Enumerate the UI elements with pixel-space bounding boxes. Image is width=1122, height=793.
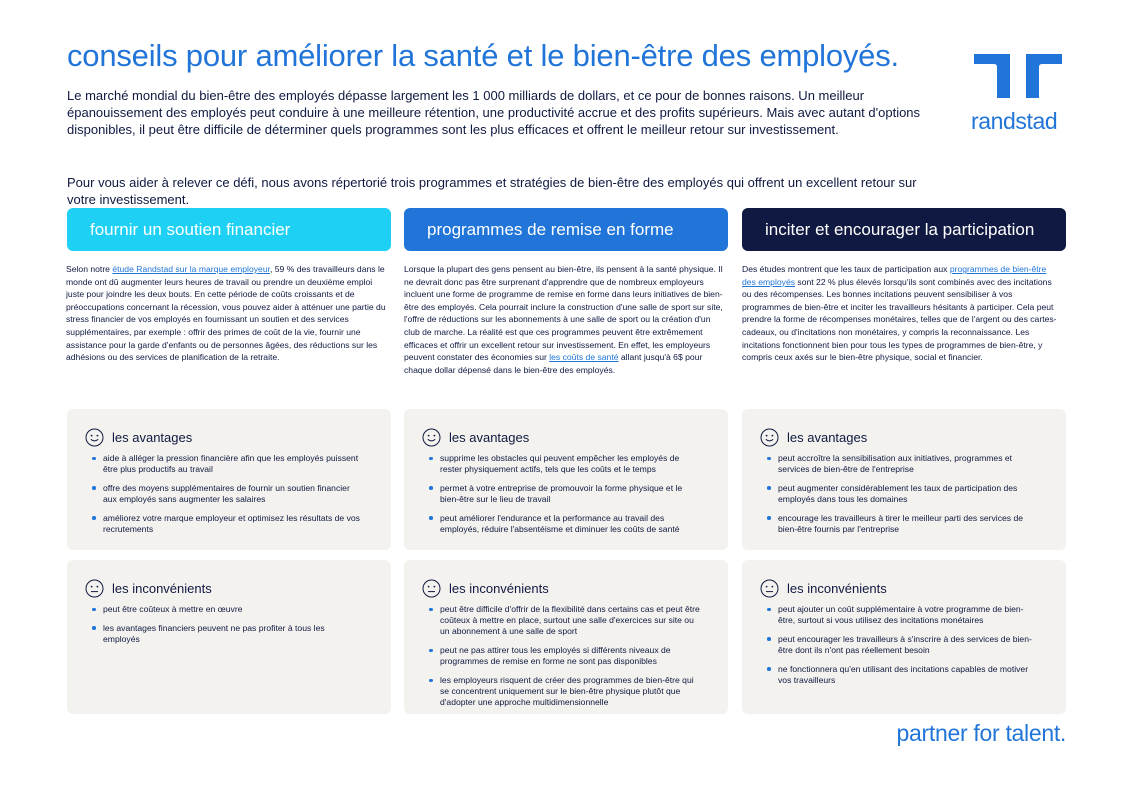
list-item: peut améliorer l'endurance et la performance au travail des employés, réduire l'absentéisme et diminuer les coûts de santé — [440, 513, 710, 535]
health-costs-link[interactable]: les coûts de santé — [549, 352, 619, 363]
column-header-incentives: inciter et encourager la participation — [742, 208, 1066, 251]
pros-list — [760, 453, 1048, 535]
pros-list — [422, 453, 710, 535]
text-segment: , 59 % des travailleurs dans le monde ont dû augmenter leurs heures de travail ou prendre un deuxième emploi juste pour joindre les deux bouts. En cette période de coûts croissants et de préoccupations concernant la récession, vous pouvez aider à atténuer une partie du stress financier de vos employés en fournissant un soutien et des services supplémentaires, par exemple : offrir des primes de coût de la vie, fournir une assistance pour la garde d'enfants ou de personnes âgées, des réductions sur les adhésions ou des services de planification de la retraite. — [66, 264, 386, 363]
column-text-incentives — [742, 263, 1062, 364]
column-header-fitness: programmes de remise en forme — [404, 208, 728, 251]
smiley-face-icon — [760, 428, 779, 447]
list-item: peut être coûteux à mettre en œuvre — [103, 604, 373, 615]
cons-card-financial — [67, 560, 391, 714]
pros-list — [85, 453, 373, 535]
smiley-face-icon — [422, 428, 441, 447]
card-header — [85, 427, 373, 447]
list-item: peut encourager les travailleurs à s'inscrire à des services de bien-être dont ils n'ont pas réellement besoin — [778, 634, 1048, 656]
cons-card-fitness — [404, 560, 728, 714]
cons-list — [422, 604, 710, 709]
wellbeing-programs-link[interactable]: programmes de bien-être des employés — [742, 264, 1047, 287]
list-item: peut augmenter considérablement les taux de participation des employés dans tous les domaines — [778, 483, 1048, 505]
list-item: peut ajouter un coût supplémentaire à votre programme de bien-être, surtout si vous utilisez des incitations monétaires — [778, 604, 1048, 626]
card-title: les inconvénients — [112, 580, 212, 596]
column-text-financial — [66, 263, 386, 364]
card-title: les avantages — [787, 429, 868, 445]
card-title: les avantages — [449, 429, 530, 445]
randstad-logo-icon — [972, 52, 1064, 100]
logo-wordmark: randstad — [971, 108, 1058, 134]
list-item: peut ne pas attirer tous les employés si différents niveaux de programmes de remise en forme ne sont pas disponibles — [440, 645, 710, 667]
card-header — [422, 427, 710, 447]
text-segment: allant jusqu'à 6$ pour chaque dollar dépensé dans le bien-être des employés. — [404, 352, 703, 375]
text-segment: sont 22 % plus élevés lorsqu'ils sont combinés avec des incitations ou des récompenses. Les bonnes incitations peuvent sensibiliser à vos programmes de bien-être et inciter les travailleurs hésitants à participer. Cela peut prendre la forme de récompenses monétaires, telles que de l'argent ou des cartes-cadeaux, ou d'incitations non monétaires, y compris la reconnaissance. Les incitations fonctionnent bien pour tous les types de programmes de bien-être, y compris ceux axés sur le bien-être physique, social et financier. — [742, 276, 1057, 363]
card-header — [85, 578, 373, 598]
card-header — [760, 427, 1048, 447]
list-item: peut être difficile d'offrir de la flexibilité dans certains cas et peut être coûteux à mettre en place, surtout une salle d'exercices sur site ou un abonnement à une salle de sport — [440, 604, 710, 638]
pros-card-financial — [67, 409, 391, 550]
list-item: encourage les travailleurs à tirer le meilleur parti des services de bien-être fournis par l'entreprise — [778, 513, 1048, 535]
card-title: les avantages — [112, 429, 193, 445]
list-item: offre des moyens supplémentaires de fournir un soutien financier aux employés sans augmenter les salaires — [103, 483, 373, 505]
pros-card-incentives — [742, 409, 1066, 550]
column-text-fitness — [404, 263, 724, 376]
list-item: ne fonctionnera qu'en utilisant des incitations capables de motiver vos travailleurs — [778, 664, 1048, 686]
card-header — [760, 578, 1048, 598]
column-header-financial: fournir un soutien financier — [67, 208, 391, 251]
text-segment: Lorsque la plupart des gens pensent au bien-être, ils pensent à la santé physique. Il ne devrait donc pas être surprenant d'apprendre que de nombreux employeurs incluent une forme de programme de remise en forme dans leurs initiatives de bien-être des employés. Cela pourrait inclure la construction d'une salle de sport sur site, l'offre de réductions sur les abonnements à une salle de sport ou la création d'un club de marche. La réalité est que ces programmes peuvent être extrêmement efficaces et offrir un excellent retour sur investissement. En effet, les employeurs peuvent constater des économies sur — [404, 264, 723, 363]
list-item: supprime les obstacles qui peuvent empêcher les employés de rester physiquement actifs, tels que les coûts et le temps — [440, 453, 710, 475]
list-item: aide à alléger la pression financière afin que les employés puissent être plus productifs au travail — [103, 453, 373, 475]
list-item: les avantages financiers peuvent ne pas profiter à tous les employés — [103, 623, 373, 645]
cons-list — [760, 604, 1048, 686]
card-title: les inconvénients — [449, 580, 549, 596]
intro-paragraph-2: Pour vous aider à relever ce défi, nous avons répertorié trois programmes et stratégies de bien-être des employés qui offrent un excellent retour sur votre investissement. — [67, 175, 917, 207]
text-segment: Selon notre — [66, 264, 113, 274]
text-segment: Des études montrent que les taux de participation aux — [742, 264, 950, 274]
card-header — [422, 578, 710, 598]
list-item: peut accroître la sensibilisation aux initiatives, programmes et services de bien-être de l'entreprise — [778, 453, 1048, 475]
cons-card-incentives — [742, 560, 1066, 714]
randstad-logo — [968, 52, 1068, 136]
cons-list — [85, 604, 373, 645]
pros-card-fitness — [404, 409, 728, 550]
list-item: améliorez votre marque employeur et optimisez les résultats de vos recrutements — [103, 513, 373, 535]
tagline: partner for talent. — [896, 720, 1066, 746]
list-item: les employeurs risquent de créer des programmes de bien-être qui se concentrent uniquement sur le bien-être physique plutôt que d'adopter une approche multidimensionnelle — [440, 675, 710, 709]
neutral-face-icon — [422, 579, 441, 598]
neutral-face-icon — [760, 579, 779, 598]
employer-brand-study-link[interactable]: étude Randstad sur la marque employeur — [112, 264, 270, 274]
smiley-face-icon — [85, 428, 104, 447]
card-title: les inconvénients — [787, 580, 887, 596]
page-title: conseils pour améliorer la santé et le bien-être des employés. — [67, 38, 899, 73]
list-item: permet à votre entreprise de promouvoir la forme physique et le bien-être sur le lieu de travail — [440, 483, 710, 505]
intro-paragraph-1: Le marché mondial du bien-être des employés dépasse largement les 1 000 milliards de dollars, et ce pour de bonnes raisons. Un meilleur épanouissement des employés peut conduire à une meilleure rétention, une productivité accrue et des profits supérieurs. Mais avec autant d'options disponibles, il peut être difficile de déterminer quels programmes sont les plus efficaces et offrent le meilleur retour sur investissement. — [67, 88, 921, 137]
neutral-face-icon — [85, 579, 104, 598]
